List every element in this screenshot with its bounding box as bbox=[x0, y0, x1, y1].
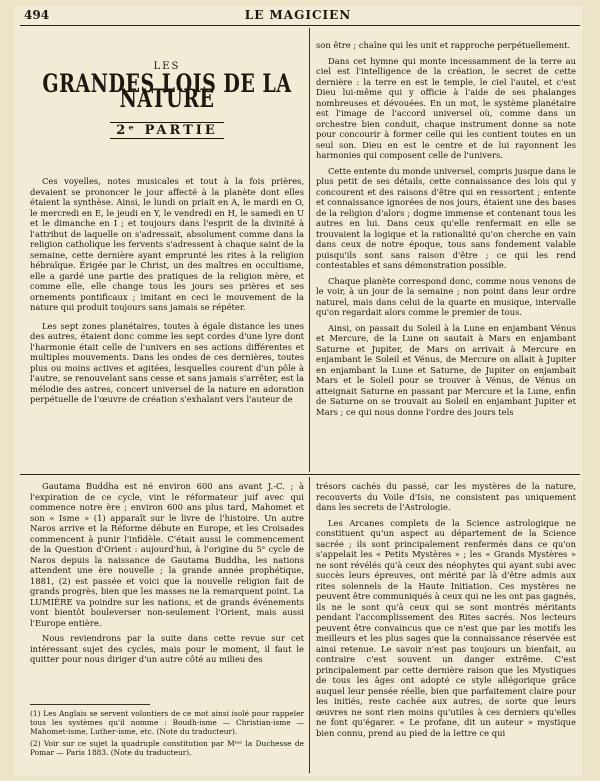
magazine-page bbox=[14, 6, 582, 776]
column-divider-bottom bbox=[309, 477, 310, 773]
top-right-column bbox=[316, 40, 576, 422]
part-heading bbox=[30, 122, 304, 138]
bottom-left-column bbox=[30, 481, 304, 670]
title-les: LES bbox=[153, 61, 181, 72]
paragraph: Les Arcanes complets de la Science astrologique ne constituent qu'un aspect au département de la Science sacrée ; ils sont principalement renfermés dans ce qu'on s'appelait les « Petits Mystères » ; les « Grands Mystères » ne sont révélés qu'à ceux des néophytes qui ayant subi avec succès leurs épreuves, ont mérité par là d'être admis aux rites solennels de la Haute Initiation. Ces mystères ne peuvent être communiqués à ceux qui ne les ont pas gagnés, ils ne le sont qu'à ceux qui se sont montrés méritants pendant l'accomplissement des Rites sacrés. Nos lecteurs peuvent être convaincus que ce n'est que par les motifs les meilleurs et les plus sages que la connaissance réservée est ainsi retenue. Le savoir n'est pas toujours un bienfait, au contraire c'est souvent un danger extrême. C'est principalement par cette dernière raison que les Mystiques de tous les âges ont adopté ce style allégorique grâce auquel leur pensée réelle, bien que parfaitement claire pour les initiés, reste cachée aux autres, de sorte que leurs œuvres ne sont rien moins qu'utiles à ces derniers qu'elles ne font qu'égarer. « Le profane, dit un auteur » mystique bien connu, prend au pied de la lettre ce qui bbox=[316, 517, 576, 738]
footnote-rule bbox=[30, 704, 150, 705]
paragraph: Chaque planète correspond donc, comme nous venons de le voir, à un jour de la semaine ; non point dans leur ordre naturel, mais dans celui de la quarte en musique, intervalle qu'on regardait alors comme le premier de tous. bbox=[316, 275, 576, 317]
footnote: (1) Les Anglais se servent volontiers de ce mot ainsi isolé pour rappeler tous les systèmes qu'il nomme : Boudh-isme — Christian-isme — Mahomet-isme, Luther-isme, etc. (Note du traducteur). bbox=[30, 709, 304, 736]
paragraph: son être ; chaîne qui les unit et rapproche perpétuellement. bbox=[316, 40, 571, 50]
section-divider bbox=[20, 474, 580, 475]
paragraph: Ainsi, on passait du Soleil à la Lune en enjambant Vénus et Mercure, de la Lune on sautait à Mars en enjambant Saturne et Jupiter, de Mars on arrivait à Mercure en enjambant le Soleil et Vénus, de Mercure on allait à Jupiter en enjambant la Lune et Saturne, de Jupiter on enjambait Mars et le Soleil pour se trouver à Vénus, de Vénus on atteignait Saturne en passant par Mercure et la Lune, enfin de Saturne on se trouvait au Soleil en enjambant Jupiter et Mars ; ce qui nous donne l'ordre des jours tels bbox=[316, 322, 576, 417]
top-left-column bbox=[30, 62, 304, 410]
footnotes bbox=[30, 704, 304, 760]
column-divider-top bbox=[309, 28, 310, 472]
paragraph: trésors cachés du passé, car les mystères de la nature, recouverts du Voile d'Isis, ne consistent pas uniquement dans les secrets de l'Astrologie. bbox=[316, 481, 576, 512]
paragraph: Nous reviendrons par la suite dans cette revue sur cet intéressant sujet des cycles, mais pour le moment, il faut le quitter pour nous diriger d'un autre côté au milieu des bbox=[30, 633, 304, 664]
paragraph: Dans cet hymne qui monte incessamment de la terre au ciel est l'intelligence de la création, le secret de cette dernière : la terre en est le temple, le ciel l'autel, et c'est Dieu lui-même qui y officie à l'aide de ses phalanges nombreuses et dévouées. En un mot, le système planétaire est l'image de l'accord universel où, comme dans un orchestre bien conduit, chaque instrument donne sa note pour concourir à former celle qui les contient toutes en un seul son. Dieu en est le centre et de lui rayonnent les harmonies qui composent celle de l'univers. bbox=[316, 55, 576, 160]
paragraph: Les sept zones planétaires, toutes à égale distance les unes des autres, étaient donc comme les sept cordes d'une lyre dont l'harmonie était celle de l'univers en ses actions différentes et multiples mouvements. Dans les ondes de ces dernières, toutes plus ou moins actives et agitées, lesquelles courent d'un pôle à l'autre, se renouvelant sans cesse et sans jamais s'arrêter, est la mélodie des astres, concert universel de la nature en adoration perpétuelle de l'œuvre de création s'exhalant vers l'auteur de bbox=[30, 320, 304, 404]
paragraph: Gautama Buddha est né environ 600 ans avant J.-C. ; à l'expiration de ce cycle, vint le réformateur juif avec qui commence notre ère ; environ 600 ans plus tard, Mahomet et son « Isme » (1) apparaît sur le livre de l'histoire. Un autre Naros arrive et la Réforme débute en Europe, et les Croisades commencent à punir l'infidèle. C'était aussi le commencement de la Question d'Orient : aujourd'hui, à l'origine du 5ᵉ cycle de Naros depuis la naissance de Gautama Buddha, les nations attendent une ère nouvelle ; la grande année prophétique, 1881, (2) est passée et voici que la nouvelle religion fait de grands progrès, bien que les masses ne la remarquent point. La LUMIÈRE va poindre sur les nations, et de grands événements vont bientôt bouleverser non-seulement l'Orient, mais aussi l'Europe entière. bbox=[30, 481, 304, 628]
running-title: LE MAGICIEN bbox=[244, 8, 352, 22]
bottom-right-column bbox=[316, 481, 576, 743]
part-label: 2ᵉ PARTIE bbox=[110, 122, 224, 139]
paragraph: Ces voyelles, notes musicales et tout à la fois prières, devaient se prononcer le jour affecté à la planète dont elles étaient la synthèse. Ainsi, le lundi on priait en A, le mardi en O, le mercredi en E, le jeudi en Y, le vendredi en H, le samedi en U et le dimanche en I ; et toujours dans l'esprit de la divinité à l'attribut de laquelle on s'adressait, absolument comme dans la religion catholique les fervents s'adressent à chaque saint de la semaine, cette dernière ayant emprunté les rites à la religion hébraïque. Érigée par le Christ, un des maîtres en occultisme, elle a gardé une partie des pratiques de la religion mère, et comme elle, elle change tous les jours ses prières et ses ornements pontificaux ; imitant en ceci le mouvement de la nature qui produit toujours sans jamais se répéter. bbox=[30, 176, 304, 312]
article-title: GRANDES LOIS DE LA NATURE bbox=[42, 68, 292, 113]
page-header bbox=[14, 6, 582, 26]
paragraph: Cette entente du monde universel, compris jusque dans le plus petit de ses détails, cette connaissance des lois qui y concourent et des raisons d'être qui en ressortent ; entente et connaissance ignorées de nos jours, étaient une des bases de la religion d'alors ; dogme immense et contenant tous les autres en lui. Dans ceux qu'elle renfermait en elle se trouvaient la logique et la rationalité qu'on cherche en vain dans ceux de notre époque, tous sans fondement valable puisqu'ils sont sans raison d'être ; ce qui les rend contestables et sans démonstration possible. bbox=[316, 165, 576, 270]
header-rule bbox=[20, 25, 580, 26]
page-number: 494 bbox=[24, 8, 50, 22]
footnote: (2) Voir sur ce sujet la quadruple constitution par Mᵐᵉ la Duchesse de Pomar — Paris 1883. (Note du traducteur). bbox=[30, 739, 304, 757]
